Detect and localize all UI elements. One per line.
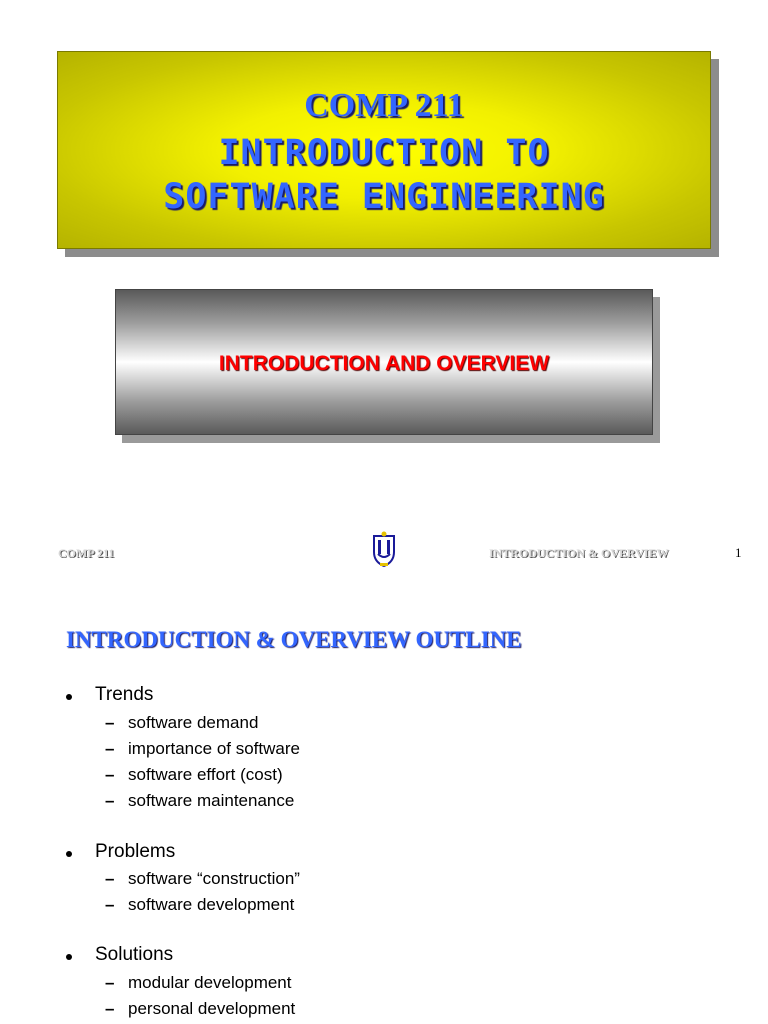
dash-icon: – <box>105 713 115 732</box>
university-logo-icon <box>371 530 397 568</box>
course-code: COMP 211 <box>304 87 464 124</box>
dash-icon: – <box>105 791 115 810</box>
sub-item-label: software demand <box>128 713 259 732</box>
dash-icon: – <box>105 765 115 784</box>
footer-section: INTRODUCTION & OVERVIEW <box>489 546 669 560</box>
sub-item-label: personal development <box>128 999 296 1018</box>
bullet-label: Problems <box>95 841 176 862</box>
subtitle-text: INTRODUCTION AND OVERVIEW <box>218 352 550 375</box>
bullet-dot-icon <box>66 694 72 700</box>
sub-item-label: importance of software <box>128 739 300 758</box>
subtitle-box <box>115 289 653 435</box>
dash-icon: – <box>105 739 115 758</box>
dash-icon: – <box>105 999 115 1018</box>
dash-icon: – <box>105 869 115 888</box>
sub-item-label: software “construction” <box>128 869 300 888</box>
sub-item-label: software effort (cost) <box>128 765 283 784</box>
dash-icon: – <box>105 973 115 992</box>
dash-icon: – <box>105 895 115 914</box>
footer-course: COMP 211 <box>58 546 115 560</box>
bullet-label: Solutions <box>95 944 174 965</box>
bullet-label: Trends <box>95 684 154 705</box>
title-line-2: SOFTWARE ENGINEERING <box>163 177 605 217</box>
sub-item-label: software maintenance <box>128 791 295 810</box>
title-line-1: INTRODUCTION TO <box>218 133 550 173</box>
sub-item-label: software development <box>128 895 295 914</box>
bullet-dot-icon <box>66 954 72 960</box>
page-number: 1 <box>735 545 742 560</box>
title-box <box>57 51 711 249</box>
outline-title: INTRODUCTION & OVERVIEW OUTLINE <box>66 627 522 652</box>
bullet-dot-icon <box>66 851 72 857</box>
sub-item-label: modular development <box>128 973 292 992</box>
